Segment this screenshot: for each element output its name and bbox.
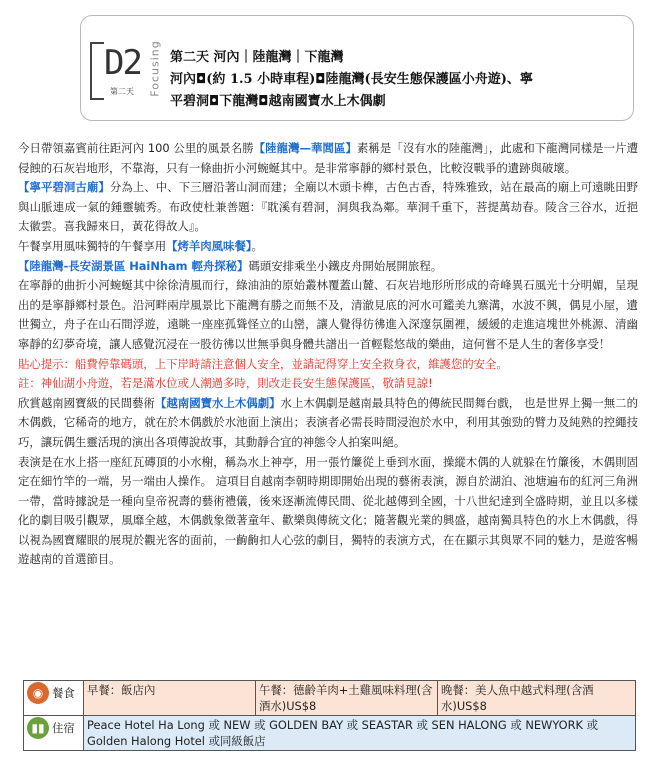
hotel-row (24, 716, 636, 751)
paragraph-scenery: 在寧靜的曲折小河蜿蜒其中徐徐清風而行，綠油油的原始叢林覆蓋山麓、石灰岩地形所形成的奇峰異石風光十分明媚，呈現出的是寧靜鄉村景色。沿河畔兩岸風景比下龍灣有勝之而無不及，清澈見底的河水可鑑美九寨溝，水波不興，偶見小屋，遺世獨立，舟子在山石間浮遊，遠眺一座座孤聳怪立的山巒，讓人覺得彷彿進入深邃氛圍裡，緩緩的走進這塊世外桃源、清幽寧靜的幻夢奇境，讓人感覺沉浸在一股彷彿以世無爭與身體共譜出一首輕鬆悠哉的樂曲，這何嘗不是人生的奢侈享受！ (18, 278, 638, 351)
title-line-1: 第二天 河內｜陸龍灣｜下龍灣 (170, 50, 344, 65)
lake-notice: 註：神仙湖小舟遊，若是滿水位或人潮過多時，則改走長安生態保護區，敬請見諒! (18, 376, 433, 391)
badge-number: D2 (104, 43, 141, 83)
title-line-2: 河內◘(約 1.5 小時車程)◘陸龍灣(長安生態保護區小舟遊)、寧 (170, 72, 533, 87)
badge-day: 第二天 (110, 87, 134, 96)
highlight-boat: 【陸龍灣-長安湖景區 HaiNham 輕舟探秘】 (18, 258, 249, 273)
badge-focus-text: Focusing (148, 40, 162, 97)
paragraph-temple: 【寧平碧洞古廟】分為上、中、下三層沿著山洞而建；全廟以木頭卡榫，古色古香，特殊雅致，站在最高的廟上可遠眺田野與山脈連成一氣的鍾靈毓秀。布政使杜兼善題：『耽溪有碧洞，洞與我為鄰。華洞千重下，菩提萬劫春。陵含三谷水，近挹太徽雲。喜我歸來日，黃花得故人』。 (18, 180, 638, 234)
itinerary-body (18, 139, 638, 570)
hotel-label-cell (24, 716, 84, 751)
day-badge (90, 30, 172, 110)
bed-icon: ▮▮ (27, 717, 49, 739)
highlight-luonglong: 【陸龍灣—華閭區】 (253, 141, 357, 155)
paragraph-puppet: 欣賞越南國寶級的民間藝術【越南國寶水上木偶劇】水上木偶劇是越南最具特色的傳統民間舞台戲， 也是世界上獨一無二的木偶戲，它稀奇的地方，就在於木偶戲於水池面上演出；表演者必需長時間浸泡於水中，利用其強勁的臂力及純熟的控繩技巧，讓玩偶生靈活現的演出各項傳說故事，其動靜合宜的神態令人拍案叫絕。 (18, 395, 638, 449)
hotel-cell: Peace Hotel Ha Long 或 NEW 或 GOLDEN BAY 或 SEASTAR 或 SEN HALONG 或 NEWYORK 或 Golden Halong Hotel 或同級飯店 (84, 716, 636, 751)
info-table (23, 680, 636, 751)
dinner-cell: 晚餐：美人魚中越式料理(含酒水)US$8 (438, 681, 636, 716)
highlight-puppet: 【越南國寶水上木偶劇】 (154, 395, 281, 410)
title-line-3: 平碧洞◘下龍灣◘越南國寶水上木偶劇 (170, 94, 386, 109)
paragraph-lunch: 午餐享用風味獨特的午餐享用【烤羊肉風味餐】。 (18, 238, 263, 253)
highlight-temple: 【寧平碧洞古廟】 (18, 180, 110, 195)
lunch-cell: 午餐：德齡羊肉+土雞風味料理(含酒水)US$8 (256, 681, 438, 716)
highlight-lunch: 【烤羊肉風味餐】 (166, 238, 252, 253)
badge-bracket (90, 42, 104, 100)
paragraph-luonglong: 今日帶領嘉賓前往距河內 100 公里的風景名勝【陸龍灣—華閭區】素稱是「沒有水的陸龍灣」，此處和下龍灣同樣是一片遭侵蝕的石灰岩地形，不靠海，只有一條曲折小河蜿蜒其中。是非常寧靜的鄉村景色，比較沒戰爭的遺跡與破壞。 (18, 141, 638, 175)
safety-notice: 貼心提示：船費停靠碼頭，上下岸時請注意個人安全，並請記得穿上安全救身衣，維護您的安全。 (18, 356, 508, 371)
utensils-icon: ◉ (27, 682, 49, 704)
meal-label-cell (24, 681, 84, 716)
meal-label: 餐食 (52, 686, 75, 700)
paragraph-puppet-history: 表演是在水上搭一座紅瓦磚頂的小水榭，稱為水上神亭，用一張竹簾從上垂到水面，操縱木偶的人就躲在竹簾後，木偶則固定在細竹竿的一端，另一端由人操作。 這項目自越南李朝時期即開始出現的藝術表演，源自於湖泊、池塘遍布的紅河三角洲一帶，當時據說是一種向皇帝祝壽的藝術禮儀，後來逐漸流傳民間、從北越傳到全國，十八世紀達到全盛時期，並且以多樣化的劇目吸引觀眾，風靡全越，木偶戲象徵著童年、歡樂與傳統文化；隨著觀光業的興盛，越南獨具特色的水上木偶戲，得以視為國寶耀眼的展現於觀光客的面前，一齣齣扣人心弦的劇目，獨特的表演方式，在在顯示其與眾不同的魅力，是遊客暢遊越南的首選節目。 (18, 454, 638, 567)
meal-row (24, 681, 636, 716)
hotel-label: 住宿 (52, 721, 75, 735)
badge-focus (148, 30, 162, 112)
breakfast-cell: 早餐：飯店內 (84, 681, 256, 716)
itinerary-title (170, 47, 620, 113)
paragraph-boat: 【陸龍灣-長安湖景區 HaiNham 輕舟探秘】碼頭安排乘坐小鐵皮舟開始展開旅程。 (18, 258, 443, 273)
